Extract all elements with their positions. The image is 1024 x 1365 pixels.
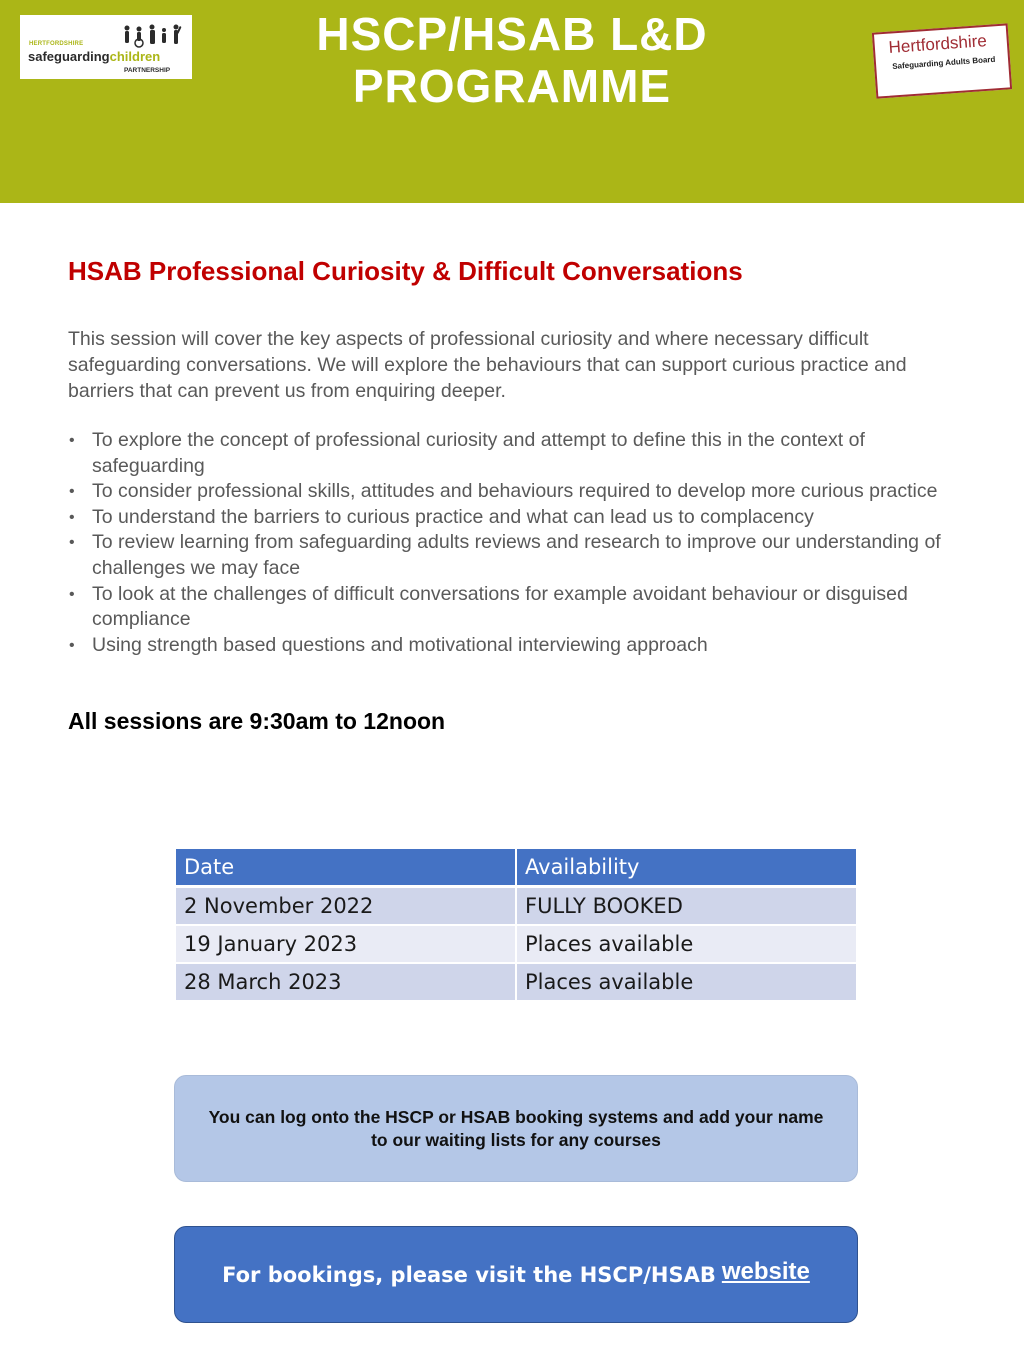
booking-text: For bookings, please visit the HSCP/HSAB (222, 1262, 716, 1287)
cell-availability: Places available (516, 963, 857, 1001)
table-row (175, 925, 857, 963)
objectives-list (68, 428, 958, 658)
column-header-availability: Availability (516, 848, 857, 887)
hsab-logo (868, 14, 1018, 100)
cell-date: 28 March 2023 (175, 963, 516, 1001)
waiting-list-text: You can log onto the HSCP or HSAB booking systems and add your name to our waiting lists for any courses (208, 1106, 824, 1150)
availability-table (174, 847, 858, 1002)
page-title-line-1: HSCP/HSAB L&D (316, 8, 708, 60)
page-title-line-2: PROGRAMME (352, 60, 672, 112)
hscp-logo (20, 15, 192, 79)
hscp-logo-word-children: children (109, 49, 161, 64)
objective-item: • To understand the barriers to curious practice and what can lead us to complacency (68, 505, 958, 531)
hscp-logo-county: HERTFORDSHIRE (29, 41, 84, 47)
header-banner (0, 0, 1024, 203)
objective-item: • To explore the concept of professional curiosity and attempt to define this in the context of safeguarding (68, 428, 958, 479)
cell-availability: Places available (516, 925, 857, 963)
booking-banner (174, 1226, 858, 1323)
cell-availability: FULLY BOOKED (516, 887, 857, 926)
course-intro: This session will cover the key aspects of professional curiosity and where necessary difficult safeguarding conversations. We will explore the behaviours that can support curious practice and barriers that can prevent us from enquiring deeper. (68, 328, 907, 402)
column-header-date: Date (175, 848, 516, 887)
people-figures-icon (122, 24, 184, 48)
objective-item: • Using strength based questions and motivational interviewing approach (68, 633, 958, 659)
hsab-logo-name: Hertfordshire (888, 31, 988, 57)
hsab-logo-tagline: Safeguarding Adults Board (892, 54, 996, 71)
table-header-row (175, 848, 857, 887)
waiting-list-notice (174, 1075, 858, 1182)
cell-date: 19 January 2023 (175, 925, 516, 963)
hscp-logo-word-safeguarding: safeguarding (28, 49, 110, 64)
course-title: HSAB Professional Curiosity & Difficult Conversations (68, 256, 743, 286)
objective-item: • To consider professional skills, attitudes and behaviours required to develop more curious practice (68, 479, 958, 505)
objective-item: • To look at the challenges of difficult conversations for example avoidant behaviour or disguised compliance (68, 582, 958, 633)
sessions-time-note: All sessions are 9:30am to 12noon (68, 708, 446, 734)
hscp-logo-partnership: PARTNERSHIP (124, 67, 171, 74)
cell-date: 2 November 2022 (175, 887, 516, 926)
table-row (175, 887, 857, 926)
objective-item: • To review learning from safeguarding adults reviews and research to improve our understanding of challenges we may face (68, 530, 958, 581)
table-row (175, 963, 857, 1001)
website-link[interactable]: website (721, 1257, 810, 1285)
hscp-logo-wordmark (28, 49, 160, 64)
page-title (220, 8, 804, 112)
